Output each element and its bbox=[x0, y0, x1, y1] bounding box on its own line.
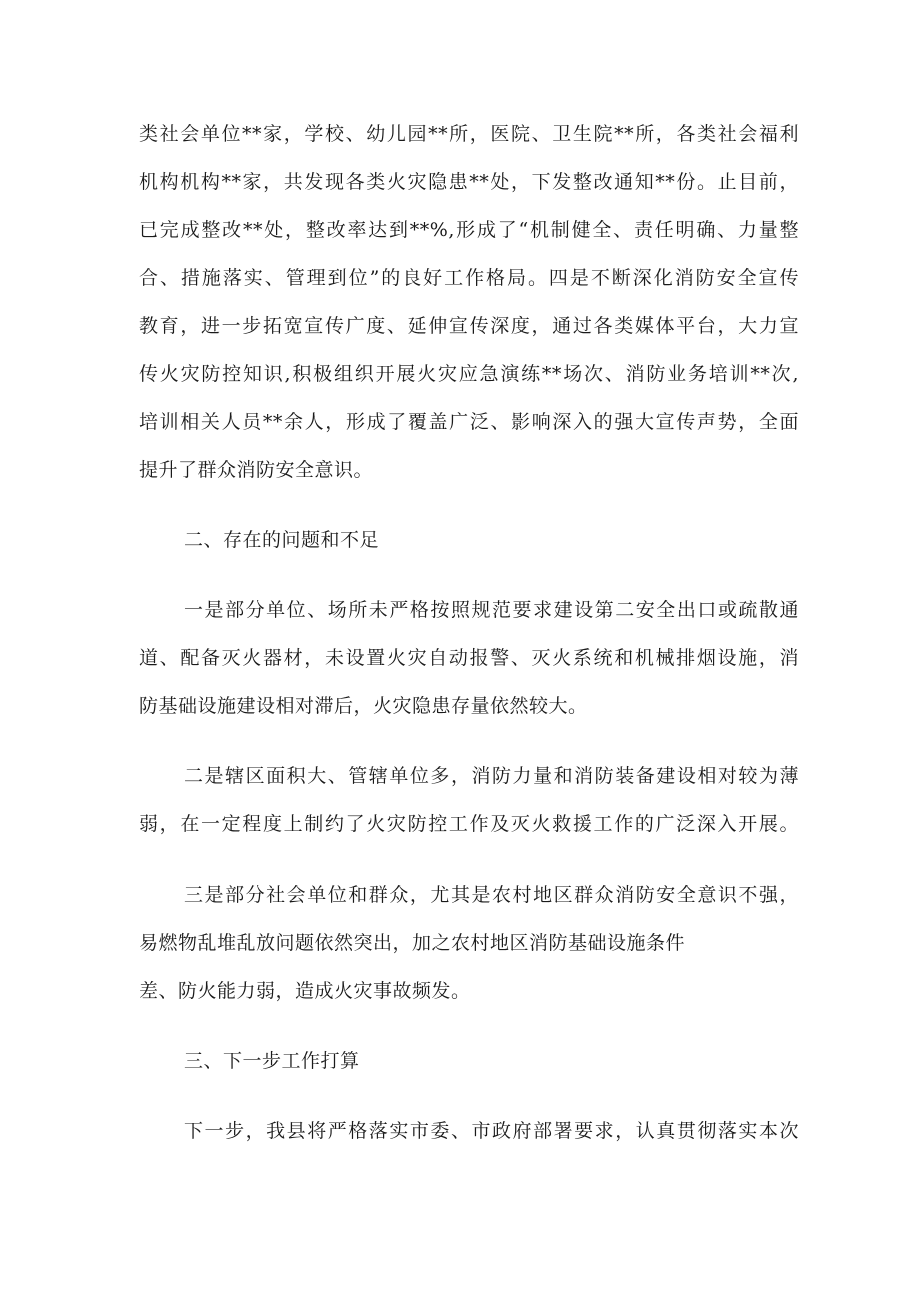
paragraph-line: 道、配备灭火器材，未设置火灾自动报警、灭火系统和机械排烟设施，消 bbox=[139, 647, 799, 669]
paragraph-line: 机构机构**家，共发现各类火灾隐患**处，下发整改通知**份。止目前， bbox=[139, 171, 799, 193]
paragraph-line: 弱，在一定程度上制约了火灾防控工作及灭火救援工作的广泛深入开展。 bbox=[139, 813, 799, 835]
paragraph-line: 防基础设施建设相对滞后，火灾隐患存量依然较大。 bbox=[139, 695, 588, 717]
paragraph-line: 传火灾防控知识,积极组织开展火灾应急演练**场次、消防业务培训**次, bbox=[139, 363, 799, 385]
paragraph-line: 一是部分单位、场所未严格按照规范要求建设第二安全出口或疏散通 bbox=[184, 599, 799, 621]
paragraph-line: 教育，进一步拓宽宣传广度、延伸宣传深度，通过各类媒体平台，大力宣 bbox=[139, 315, 799, 337]
paragraph-line: 二是辖区面积大、管辖单位多，消防力量和消防装备建设相对较为薄 bbox=[184, 765, 799, 787]
paragraph-line: 合、措施落实、管理到位”的良好工作格局。四是不断深化消防安全宣传 bbox=[139, 267, 799, 289]
paragraph-line: 培训相关人员**余人，形成了覆盖广泛、影响深入的强大宣传声势，全面 bbox=[139, 411, 799, 433]
paragraph-line: 易燃物乱堆乱放问题依然突出，加之农村地区消防基础设施条件 bbox=[139, 932, 686, 954]
paragraph-line: 提升了群众消防安全意识。 bbox=[139, 459, 374, 481]
paragraph-line: 三是部分社会单位和群众，尤其是农村地区群众消防安全意识不强， bbox=[184, 884, 799, 906]
section-heading: 三、下一步工作打算 bbox=[184, 1050, 360, 1072]
paragraph-line: 下一步，我县将严格落实市委、市政府部署要求，认真贯彻落实本次 bbox=[184, 1120, 799, 1142]
paragraph-line: 差、防火能力弱，造成火灾事故频发。 bbox=[139, 980, 471, 1002]
paragraph-line: 已完成整改**处，整改率达到**%,形成了“机制健全、责任明确、力量整 bbox=[139, 219, 799, 241]
paragraph-line: 类社会单位**家，学校、幼儿园**所，医院、卫生院**所，各类社会福利 bbox=[139, 123, 799, 145]
section-heading: 二、存在的问题和不足 bbox=[184, 529, 380, 551]
